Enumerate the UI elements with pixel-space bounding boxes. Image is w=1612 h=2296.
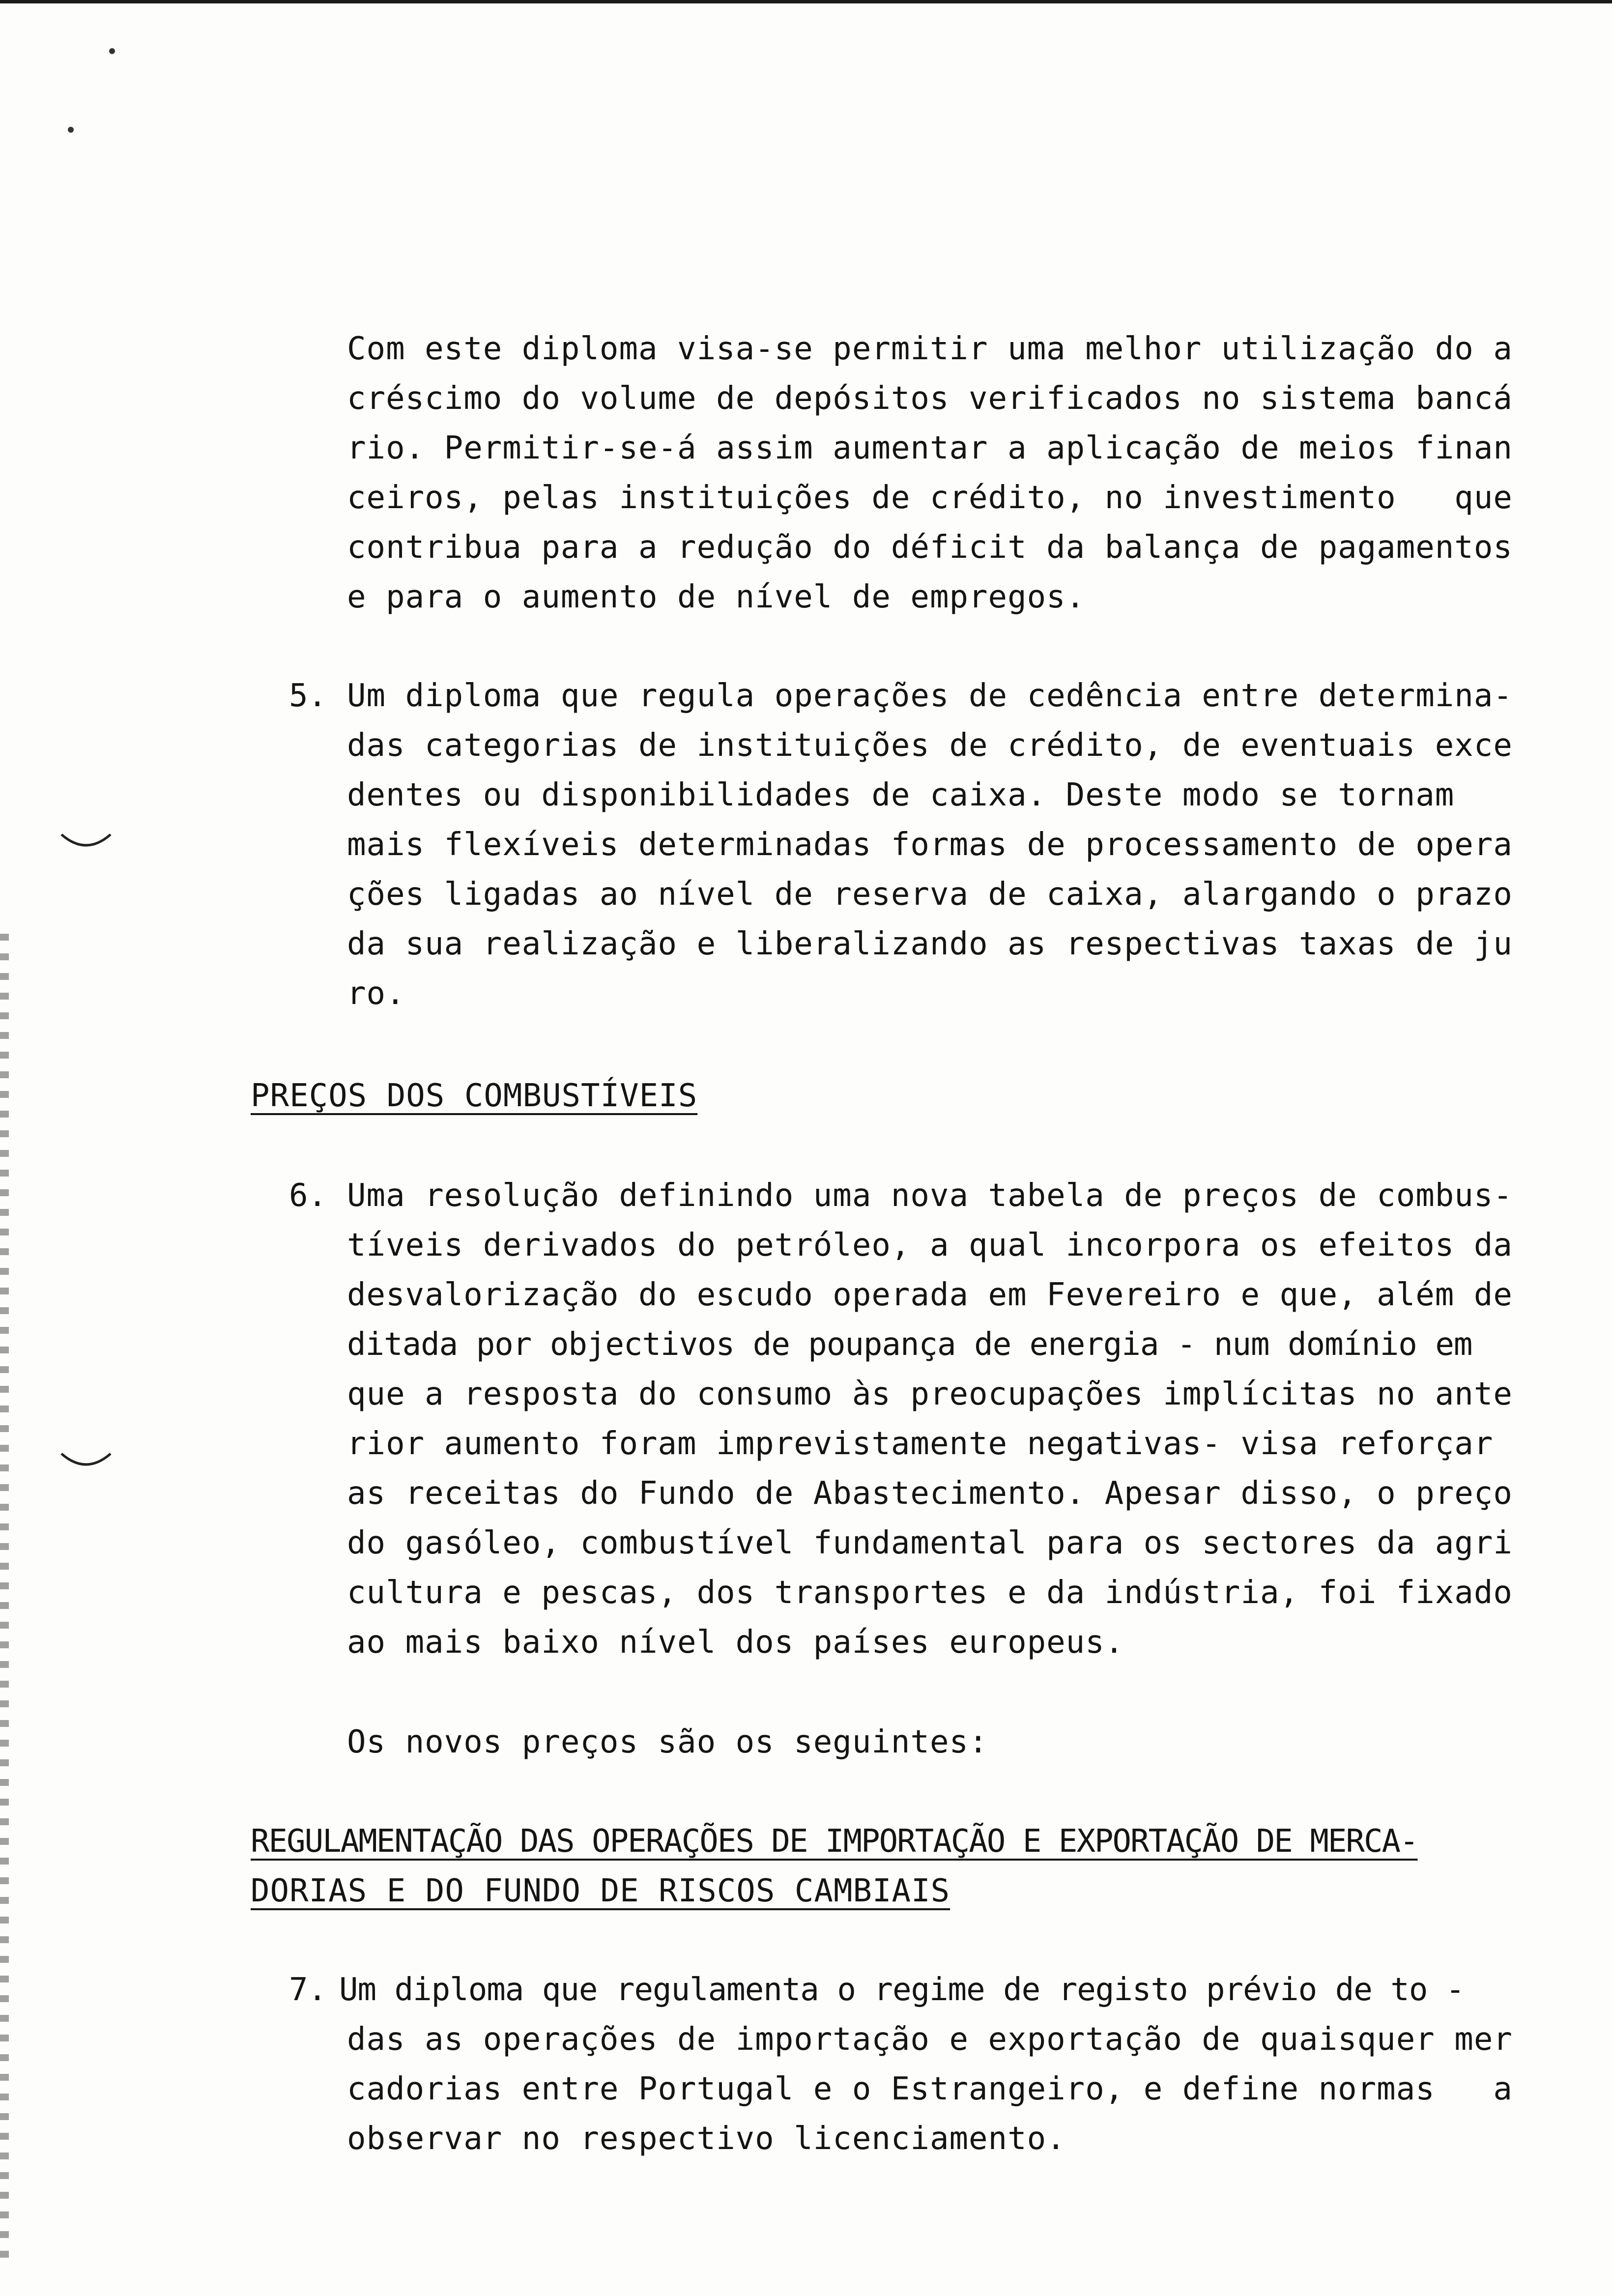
text-line: rior aumento foram imprevistamente negativas- visa reforçar [347,1426,1494,1462]
text-line: ceiros, pelas instituições de crédito, no investimento que [347,480,1513,516]
text-line: das categorias de instituições de crédito, de eventuais exce [347,727,1513,764]
text-line: do gasóleo, combustível fundamental para os sectores da agri [347,1525,1513,1561]
text-line: observar no respectivo licenciamento. [347,2121,1066,2157]
item-number: 6. [289,1177,327,1214]
heading-line: DORIAS E DO FUNDO DE RISCOS CAMBIAIS [251,1873,950,1909]
text-line: Os novos preços são os seguintes: [347,1724,988,1760]
text-line: ções ligadas ao nível de reserva de caixa, alargando o prazo [347,876,1513,913]
text-line: da sua realização e liberalizando as respectivas taxas de ju [347,926,1513,962]
heading-line: REGULAMENTAÇÃO DAS OPERAÇÕES DE IMPORTAÇÃO E EXPORTAÇÃO DE MERCA- [251,1823,1418,1860]
text-line: das as operações de importação e exportação de quaisquer mer [347,2021,1513,2058]
text-line: Com este diploma visa-se permitir uma melhor utilização do a [347,331,1513,367]
margin-mark [59,831,113,855]
text-line: dentes ou disponibilidades de caixa. Deste modo se tornam [347,777,1455,813]
page-top-border [0,0,1612,3]
text-line: cadorias entre Portugal e o Estrangeiro, e define normas a [347,2071,1513,2107]
scan-speck [68,127,74,133]
item-number: 5. [289,678,327,714]
text-line: as receitas do Fundo de Abastecimento. Apesar disso, o preço [347,1475,1513,1512]
text-line: Um diploma que regula operações de cedência entre determina- [347,678,1513,714]
text-line: que a resposta do consumo às preocupações implícitas no ante [347,1376,1513,1412]
text-line: cultura e pescas, dos transportes e da indústria, foi fixado [347,1575,1513,1611]
text-line: mais flexíveis determinadas formas de processamento de opera [347,827,1513,863]
text-line: Uma resolução definindo uma nova tabela de preços de combus- [347,1177,1513,1214]
text-line: ao mais baixo nível dos países europeus. [347,1624,1124,1661]
item-number: 7. [289,1972,327,2008]
text-line: rio. Permitir-se-á assim aumentar a aplicação de meios finan [347,430,1513,466]
text-line: ro. [347,976,405,1012]
text-line: créscimo do volume de depósitos verificados no sistema bancá [347,380,1513,417]
text-line: Um diploma que regulamenta o regime de registo prévio de to - [339,1972,1465,2008]
section-heading-fuel-prices: PREÇOS DOS COMBUSTÍVEIS [251,1078,698,1114]
text-line: ditada por objectivos de poupança de energia - num domínio em [347,1326,1472,1363]
margin-mark [59,1450,113,1474]
text-line: e para o aumento de nível de empregos. [347,579,1086,615]
text-line: tíveis derivados do petróleo, a qual incorpora os efeitos da [347,1227,1513,1263]
left-edge-scan-artifact [0,934,9,2261]
text-line: desvalorização do escudo operada em Fevereiro e que, além de [347,1277,1513,1313]
scan-speck [109,48,115,54]
text-line: contribua para a redução do déficit da balança de pagamentos [347,529,1513,566]
